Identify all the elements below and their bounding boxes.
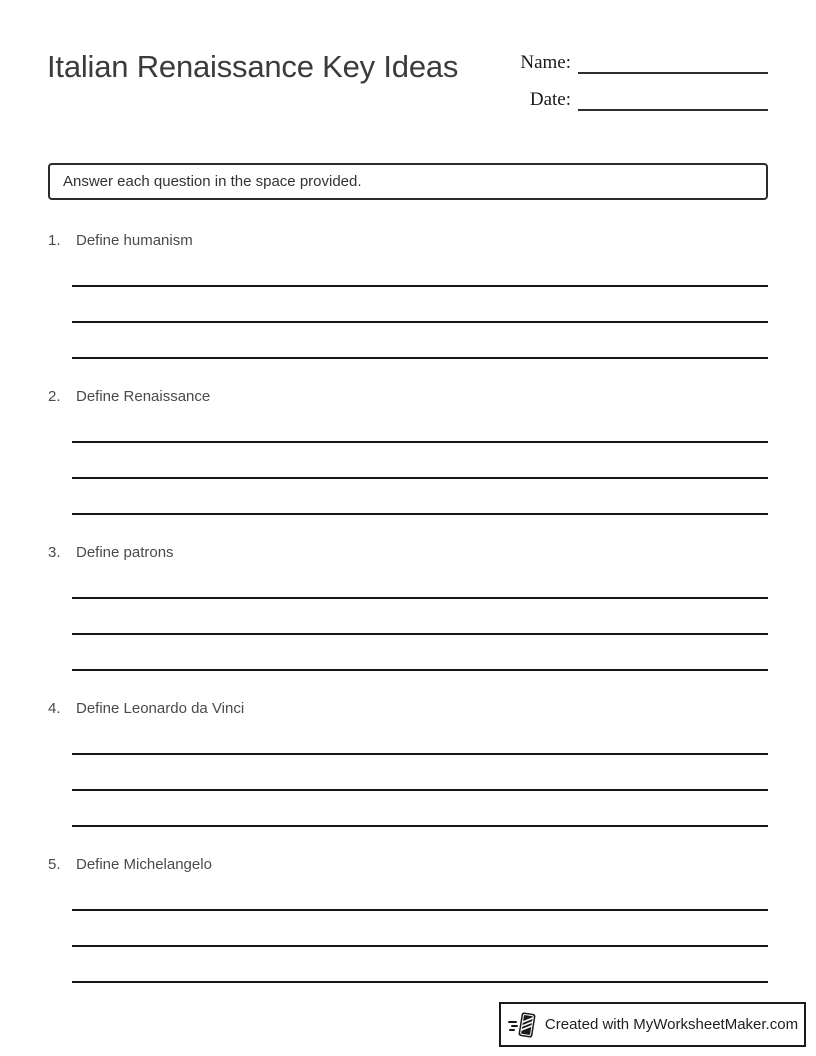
date-write-line bbox=[578, 87, 768, 111]
question-number: 1. bbox=[48, 232, 61, 249]
answer-line bbox=[72, 825, 768, 827]
question-row bbox=[48, 543, 768, 563]
answer-line bbox=[72, 909, 768, 911]
question-row bbox=[48, 699, 768, 719]
worksheet-body bbox=[48, 163, 768, 1011]
question-number: 2. bbox=[48, 388, 61, 405]
answer-line bbox=[72, 357, 768, 359]
answer-line bbox=[72, 789, 768, 791]
header-fields bbox=[518, 50, 768, 124]
answer-line bbox=[72, 597, 768, 599]
question-text: Define Michelangelo bbox=[76, 856, 212, 873]
question-number: 4. bbox=[48, 700, 61, 717]
flying-worksheet-icon bbox=[507, 1010, 537, 1040]
instruction-box bbox=[48, 163, 768, 200]
answer-line bbox=[72, 981, 768, 983]
question-text: Define humanism bbox=[76, 232, 193, 249]
question-block bbox=[48, 543, 768, 671]
question-row bbox=[48, 855, 768, 875]
question-list bbox=[48, 231, 768, 983]
question-text: Define Renaissance bbox=[76, 388, 211, 405]
question-text: Define patrons bbox=[76, 544, 174, 561]
question-block bbox=[48, 231, 768, 359]
answer-line bbox=[72, 669, 768, 671]
name-field-row bbox=[518, 50, 768, 74]
answer-line bbox=[72, 633, 768, 635]
name-label: Name: bbox=[520, 52, 571, 73]
answer-line bbox=[72, 321, 768, 323]
name-write-line bbox=[578, 50, 768, 74]
answer-line bbox=[72, 441, 768, 443]
question-row bbox=[48, 387, 768, 407]
question-row bbox=[48, 231, 768, 251]
answer-line bbox=[72, 513, 768, 515]
date-label: Date: bbox=[529, 89, 571, 110]
answer-line bbox=[72, 945, 768, 947]
question-block bbox=[48, 699, 768, 827]
date-field-row bbox=[518, 87, 768, 111]
answer-line bbox=[72, 477, 768, 479]
footer-credit-badge bbox=[499, 1002, 806, 1047]
footer-credit-text: Created with MyWorksheetMaker.com bbox=[544, 1016, 799, 1033]
question-number: 5. bbox=[48, 856, 61, 873]
page-title: Italian Renaissance Key Ideas bbox=[47, 49, 459, 84]
answer-line bbox=[72, 285, 768, 287]
question-text: Define Leonardo da Vinci bbox=[76, 700, 245, 717]
question-block bbox=[48, 387, 768, 515]
question-number: 3. bbox=[48, 544, 61, 561]
instruction-text: Answer each question in the space provided. bbox=[63, 173, 362, 190]
question-block bbox=[48, 855, 768, 983]
answer-line bbox=[72, 753, 768, 755]
